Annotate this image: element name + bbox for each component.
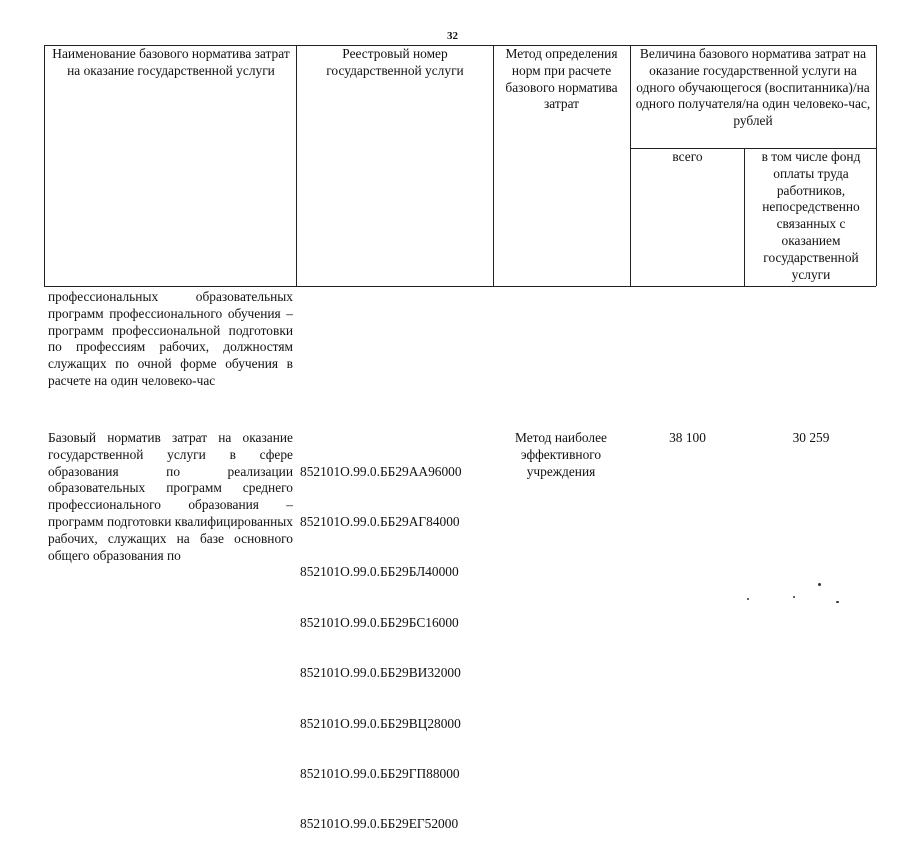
registry-code: 852101О.99.0.ББ29ВЦ28000 — [300, 715, 461, 731]
col-divider-2 — [493, 45, 494, 286]
table-right-border — [876, 45, 877, 286]
col-divider-1 — [296, 45, 297, 286]
table-left-border — [44, 45, 45, 286]
row-payroll-value: 30 259 — [792, 430, 830, 445]
header-total: всего — [672, 149, 703, 164]
header-norm-value: Величина базового норматива затрат на оказание государственной услуги на одного обучающегося (воспитанника)/на одного получателя/на один человеко-час, рублей — [635, 46, 871, 129]
registry-code: 852101О.99.0.ББ29АГ84000 — [300, 513, 460, 529]
header-payroll: в том числе фонд оплаты труда работников, непосредственно связанных с оказанием государственной услуги — [761, 149, 861, 282]
registry-code: 852101О.99.0.ББ29АА96000 — [300, 463, 462, 479]
scan-speck — [818, 583, 821, 586]
scan-speck — [836, 601, 839, 603]
registry-code: 852101О.99.0.ББ29ВИ32000 — [300, 665, 461, 681]
col-divider-3 — [630, 45, 631, 286]
header-registry-number: Реестровый номер государственной услуги — [326, 46, 464, 78]
page-number: 32 — [447, 30, 458, 42]
row-total-value: 38 100 — [669, 430, 706, 445]
header-service-name: Наименование базового норматива затрат на оказание государственной услуги — [52, 46, 290, 78]
row-registry-codes — [300, 430, 462, 850]
scan-speck — [793, 596, 795, 598]
row-continuation-name: профессиональных образовательных программ профессионального обучения – программ профессиональной подготовки по профессиям рабочих, должностям служащих по очной форме обучения в расчете на один человеко-час — [48, 289, 293, 388]
col-divider-4 — [744, 148, 745, 286]
scan-speck — [747, 598, 749, 600]
row-service-name: Базовый норматив затрат на оказание государственной услуги в сфере образования по реализации образовательных программ среднего профессионального образования – программ подготовки квалифицированных рабочих, служащих на базе основного общего образования по — [48, 430, 293, 563]
row-method: Метод наиболее эффективного учреждения — [515, 430, 607, 479]
header-bottom-border — [44, 286, 876, 287]
registry-code: 852101О.99.0.ББ29БЛ40000 — [300, 564, 459, 580]
registry-code: 852101О.99.0.ББ29БС16000 — [300, 614, 459, 630]
registry-code: 852101О.99.0.ББ29ЕГ52000 — [300, 816, 459, 832]
registry-code: 852101О.99.0.ББ29ГП88000 — [300, 765, 460, 781]
header-method: Метод определения норм при расчете базового норматива затрат — [505, 46, 618, 112]
